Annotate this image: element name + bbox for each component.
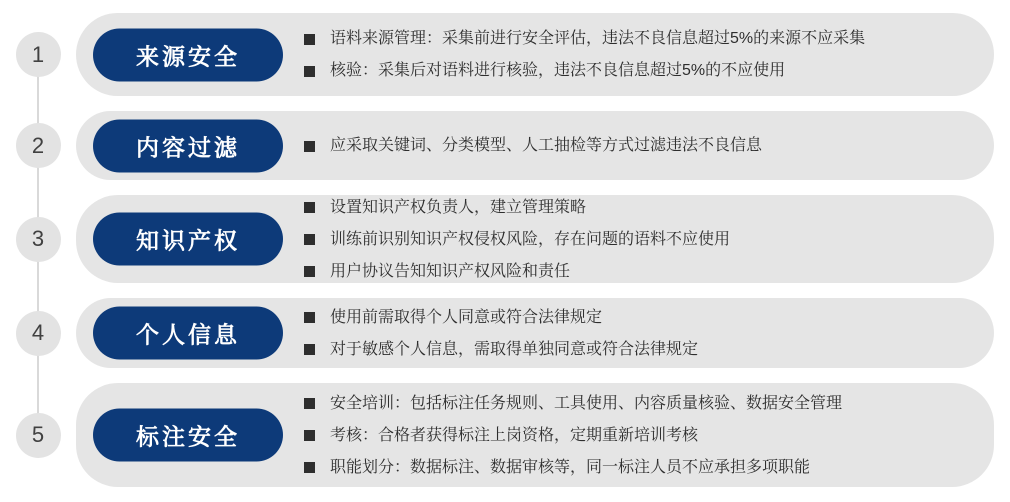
step-number: 1 bbox=[31, 41, 45, 67]
step-panel bbox=[76, 195, 994, 283]
bullet-item bbox=[304, 198, 964, 217]
bullet-item bbox=[304, 394, 964, 413]
bullet-text: 设置知识产权负责人，建立管理策略 bbox=[330, 198, 587, 216]
bullet-item bbox=[304, 308, 964, 327]
step-row-2 bbox=[0, 111, 1010, 180]
step-label: 知识产权 bbox=[136, 227, 240, 254]
step-label-pill bbox=[93, 28, 283, 81]
step-panel bbox=[76, 298, 994, 368]
bullet-item bbox=[304, 29, 964, 48]
bullet-text: 核验：采集后对语料进行核验，违法不良信息超过5%的不应使用 bbox=[330, 62, 786, 79]
step-panel bbox=[76, 13, 994, 96]
bullet-text: 安全培训：包括标注任务规则、工具使用、内容质量核验、数据安全管理 bbox=[330, 394, 843, 412]
square-bullet-icon bbox=[304, 462, 315, 473]
step-number: 2 bbox=[31, 132, 45, 158]
step-row-5 bbox=[0, 383, 1010, 487]
step-number-column bbox=[0, 123, 76, 168]
square-bullet-icon bbox=[304, 398, 315, 409]
bullet-text: 用户协议告知知识产权风险和责任 bbox=[330, 262, 571, 280]
step-number: 3 bbox=[31, 226, 45, 251]
square-bullet-icon bbox=[304, 141, 315, 152]
step-label-pill bbox=[93, 119, 283, 172]
step-label-pill bbox=[93, 409, 283, 462]
square-bullet-icon bbox=[304, 34, 315, 45]
step-number-circle bbox=[16, 123, 61, 168]
step-number: 5 bbox=[31, 422, 45, 447]
step-number-circle bbox=[16, 217, 61, 262]
square-bullet-icon bbox=[304, 66, 315, 77]
step-row-4 bbox=[0, 298, 1010, 368]
bullet-item bbox=[304, 262, 964, 281]
bullet-item bbox=[304, 230, 964, 249]
bullet-item bbox=[304, 61, 964, 80]
bullet-item bbox=[304, 340, 964, 359]
square-bullet-icon bbox=[304, 344, 315, 355]
bullet-text: 职能划分：数据标注、数据审核等，同一标注人员不应承担多项职能 bbox=[330, 458, 811, 476]
step-number-column bbox=[0, 311, 76, 356]
step-label: 来源安全 bbox=[136, 43, 240, 69]
step-panel bbox=[76, 111, 994, 180]
step-number-circle bbox=[16, 311, 61, 356]
square-bullet-icon bbox=[304, 234, 315, 245]
step-label: 内容过滤 bbox=[136, 134, 240, 160]
square-bullet-icon bbox=[304, 312, 315, 323]
step-number-column bbox=[0, 413, 76, 458]
step-row-3 bbox=[0, 195, 1010, 283]
step-number-circle bbox=[16, 32, 61, 77]
step-row-1 bbox=[0, 13, 1010, 96]
bullet-text: 训练前识别知识产权侵权风险，存在问题的语料不应使用 bbox=[330, 230, 731, 248]
bullet-item bbox=[304, 426, 964, 445]
bullet-text: 应采取关键词、分类模型、人工抽检等方式过滤违法不良信息 bbox=[330, 137, 763, 154]
bullet-text: 考核：合格者获得标注上岗资格，定期重新培训考核 bbox=[330, 426, 699, 444]
bullet-item bbox=[304, 458, 964, 477]
step-rows bbox=[0, 13, 1010, 487]
step-number-circle bbox=[16, 413, 61, 458]
square-bullet-icon bbox=[304, 430, 315, 441]
step-panel bbox=[76, 383, 994, 487]
step-number-column bbox=[0, 32, 76, 77]
bullet-text: 语料来源管理：采集前进行安全评估，违法不良信息超过5%的来源不应采集 bbox=[330, 30, 866, 47]
step-label: 个人信息 bbox=[136, 321, 240, 348]
bullet-text: 对于敏感个人信息，需取得单独同意或符合法律规定 bbox=[330, 340, 699, 358]
step-number-column bbox=[0, 217, 76, 262]
square-bullet-icon bbox=[304, 266, 315, 277]
step-number: 4 bbox=[31, 320, 45, 345]
step-label: 标注安全 bbox=[136, 423, 240, 450]
step-label-pill bbox=[93, 307, 283, 360]
bullet-text: 使用前需取得个人同意或符合法律规定 bbox=[330, 308, 603, 326]
bullet-item bbox=[304, 136, 964, 155]
step-label-pill bbox=[93, 213, 283, 266]
square-bullet-icon bbox=[304, 202, 315, 213]
